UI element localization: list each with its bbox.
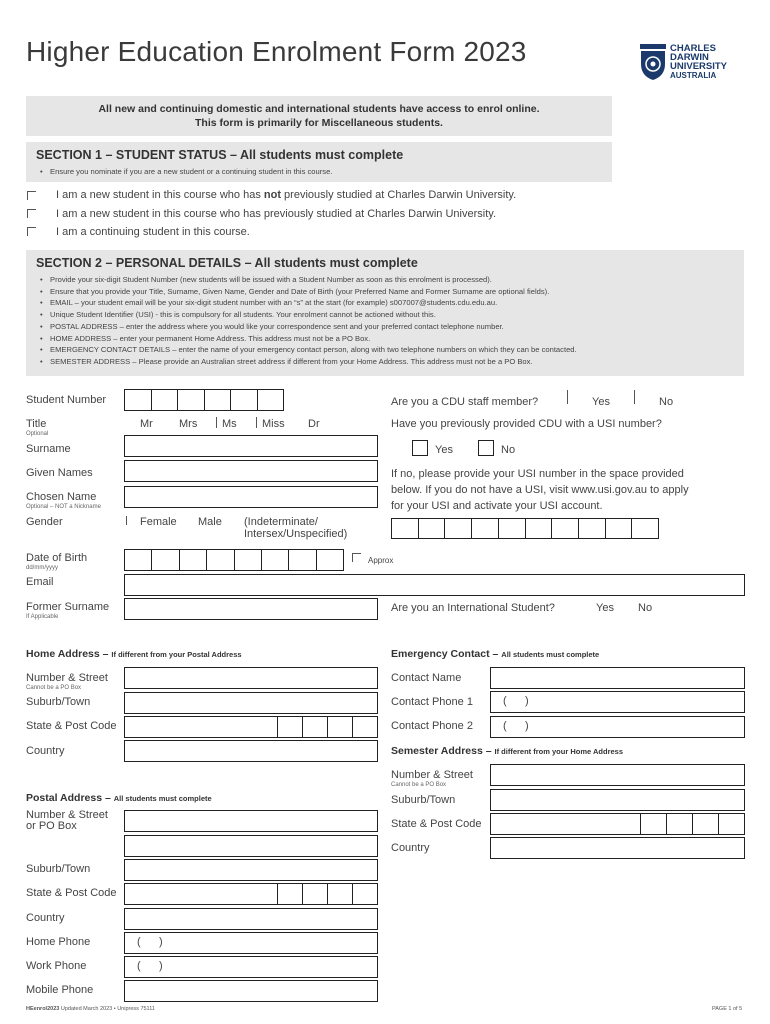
divider [216, 417, 217, 428]
mobile-phone-label: Mobile Phone [26, 984, 94, 996]
staff-no-label: No [659, 396, 674, 408]
divider [126, 516, 127, 525]
postcode-cells [640, 814, 744, 834]
page-title: Higher Education Enrolment Form 2023 [26, 36, 527, 67]
title-option-dr[interactable]: Dr [308, 418, 320, 430]
section2-bullet: • EMERGENCY CONTACT DETAILS – enter the name of your emergency contact person, along with two telephone numbers on which they can be contacted. [36, 344, 734, 356]
section2-bullet: • Provide your six-digit Student Number (new students will be issued with a Student Number as soon as this enrolment is processed). [36, 274, 734, 286]
usi-question: Have you previously provided CDU with a USI number? [391, 418, 662, 430]
student-number-input[interactable] [124, 389, 284, 411]
chosen-name-input[interactable] [124, 486, 378, 508]
dob-input[interactable] [124, 549, 344, 571]
home-phone-input[interactable] [124, 932, 378, 954]
dob-approx-checkbox[interactable] [352, 553, 361, 562]
title-option-mr[interactable]: Mr [140, 418, 153, 430]
status-continuing-checkbox[interactable] [27, 227, 36, 236]
section2-bullet: • Unique Student Identifier (USI) - this is compulsory for all students. Your enrolment cannot be actioned without this. [36, 309, 734, 321]
home-phone-label: Home Phone [26, 936, 91, 948]
section1-header [26, 142, 612, 182]
title-label: Title [26, 418, 47, 430]
contact-name-input[interactable] [490, 667, 745, 689]
status-new-label: I am a new student in this course who has not previously studied at Charles Darwin University. [56, 189, 517, 201]
area-code-parens: ( ) [503, 695, 529, 707]
home-street-label: Number & Street [26, 672, 108, 684]
section2-title: SECTION 2 – PERSONAL DETAILS – All students must complete [36, 256, 418, 270]
title-option-ms[interactable]: Ms [222, 418, 237, 430]
international-question: Are you an International Student? [391, 602, 555, 614]
staff-no-checkbox[interactable] [634, 390, 635, 404]
section2-bullet: • HOME ADDRESS – enter your permanent Home Address. This address must not be a PO Box. [36, 333, 734, 345]
contact-phone2-label: Contact Phone 2 [391, 720, 473, 732]
surname-label: Surname [26, 443, 71, 455]
home-address-heading: Home Address – If different from your Postal Address [26, 648, 242, 660]
dob-format-note: dd/mm/yyyy [26, 565, 59, 571]
semester-suburb-label: Suburb/Town [391, 794, 456, 806]
contact-phone1-input[interactable] [490, 691, 745, 713]
title-optional-note: Optional [26, 431, 49, 437]
staff-yes-label: Yes [592, 396, 610, 408]
home-state-label: State & Post Code [26, 720, 117, 732]
student-number-label: Student Number [26, 394, 107, 406]
postal-country-label: Country [26, 912, 65, 924]
usi-yes-label: Yes [435, 444, 453, 456]
usi-no-label: No [501, 444, 516, 456]
postal-country-input[interactable] [124, 908, 378, 930]
former-surname-note: If Applicable [26, 614, 59, 620]
footer-code: HEenrol2023 Updated March 2023 • Unipress 75111 [26, 1006, 155, 1012]
usi-no-checkbox[interactable] [478, 440, 494, 456]
home-suburb-input[interactable] [124, 692, 378, 714]
home-suburb-label: Suburb/Town [26, 696, 91, 708]
home-street-note: Cannot be a PO Box [26, 685, 82, 691]
area-code-parens: ( ) [503, 720, 529, 732]
postal-address-heading: Postal Address – All students must complete [26, 792, 212, 804]
work-phone-label: Work Phone [26, 960, 87, 972]
semester-street-note: Cannot be a PO Box [391, 782, 447, 788]
given-names-label: Given Names [26, 467, 93, 479]
semester-state-input[interactable] [490, 813, 745, 835]
dob-approx-label: Approx [368, 556, 394, 565]
area-code-parens: ( ) [137, 960, 163, 972]
logo-line: DARWIN [670, 52, 709, 63]
semester-street-input[interactable] [490, 764, 745, 786]
postal-suburb-label: Suburb/Town [26, 863, 91, 875]
postal-street-label: Number & Street or PO Box [26, 809, 108, 832]
status-returning-label: I am a new student in this course who has previously studied at Charles Darwin University. [56, 208, 496, 220]
postcode-cells [277, 717, 377, 737]
status-new-checkbox[interactable] [27, 191, 36, 200]
title-option-mrs[interactable]: Mrs [179, 418, 198, 430]
dob-label: Date of Birth [26, 552, 88, 564]
crest-icon [640, 44, 666, 80]
status-returning-checkbox[interactable] [27, 209, 36, 218]
postal-state-input[interactable] [124, 883, 378, 905]
section2-bullet: • EMAIL – your student email will be your six-digit student number with an “s” at the start (for example) s007007@students.cdu.edu.au. [36, 297, 734, 309]
intro-line: All new and continuing domestic and international students have access to enrol online. [98, 103, 540, 115]
gender-label: Gender [26, 516, 63, 528]
emergency-contact-heading: Emergency Contact – All students must complete [391, 648, 600, 660]
home-state-input[interactable] [124, 716, 378, 738]
intro-line: This form is primarily for Miscellaneous students. [195, 117, 443, 129]
area-code-parens: ( ) [137, 936, 163, 948]
postal-street-input-2[interactable] [124, 835, 378, 857]
home-country-label: Country [26, 745, 65, 757]
postal-suburb-input[interactable] [124, 859, 378, 881]
gender-option-female[interactable]: Female [140, 516, 177, 528]
gender-option-other[interactable]: (Indeterminate/ Intersex/Unspecified) [244, 516, 348, 540]
contact-name-label: Contact Name [391, 672, 462, 684]
former-surname-label: Former Surname [26, 601, 110, 613]
logo-line: CHARLES [670, 43, 716, 54]
title-option-miss[interactable]: Miss [262, 418, 285, 430]
former-surname-input[interactable] [124, 598, 378, 620]
section2-bullet: • Ensure that you provide your Title, Surname, Given Name, Gender and Date of Birth (your Preferred Name and Former Surname are optional fields). [36, 286, 734, 298]
divider [256, 417, 257, 428]
university-logo [640, 44, 750, 84]
semester-street-label: Number & Street [391, 769, 473, 781]
section1-title: SECTION 1 – STUDENT STATUS – All students must complete [36, 148, 404, 162]
status-continuing-label: I am a continuing student in this course. [56, 226, 250, 238]
postal-state-label: State & Post Code [26, 887, 117, 899]
chosen-name-note: Optional – NOT a Nickname [26, 504, 101, 510]
home-country-input[interactable] [124, 740, 378, 762]
postal-street-input-1[interactable] [124, 810, 378, 832]
logo-line: UNIVERSITY [670, 61, 728, 72]
usi-help-text: If no, please provide your USI number in the space provided below. If you do not have a USI, visit www.usi.gov.au to apply for your USI and activate your USI account. [391, 468, 689, 512]
email-label: Email [26, 576, 54, 588]
semester-country-input[interactable] [490, 837, 745, 859]
chosen-name-label: Chosen Name [26, 491, 97, 503]
international-yes-option[interactable]: Yes [596, 602, 614, 614]
staff-yes-checkbox[interactable] [567, 390, 568, 404]
section2-bullet: • SEMESTER ADDRESS – Please provide an Australian street address if different from your Home Address. This address must not be a PO Box. [36, 356, 734, 368]
intro-banner [26, 96, 612, 136]
contact-phone2-input[interactable] [490, 716, 745, 738]
page-number: PAGE 1 of 5 [712, 1006, 743, 1012]
section2-bullet: • POSTAL ADDRESS – enter the address where you would like your correspondence sent and your preferred contact telephone number. [36, 321, 734, 333]
logo-line: AUSTRALIA [670, 71, 717, 80]
email-input[interactable] [124, 574, 745, 596]
international-no-option[interactable]: No [638, 602, 653, 614]
postcode-cells [277, 884, 377, 904]
mobile-phone-input[interactable] [124, 980, 378, 1002]
contact-phone1-label: Contact Phone 1 [391, 696, 473, 708]
semester-country-label: Country [391, 842, 430, 854]
staff-question: Are you a CDU staff member? [391, 396, 539, 408]
gender-option-male[interactable]: Male [198, 516, 222, 528]
usi-yes-checkbox[interactable] [412, 440, 428, 456]
given-names-input[interactable] [124, 460, 378, 482]
semester-suburb-input[interactable] [490, 789, 745, 811]
semester-address-heading: Semester Address – If different from your Home Address [391, 745, 624, 757]
surname-input[interactable] [124, 435, 378, 457]
section2-header [26, 250, 744, 376]
usi-number-input[interactable] [391, 518, 659, 539]
section1-bullet: • Ensure you nominate if you are a new student or a continuing student in this course. [36, 166, 602, 178]
work-phone-input[interactable] [124, 956, 378, 978]
home-street-input[interactable] [124, 667, 378, 689]
semester-state-label: State & Post Code [391, 818, 482, 830]
